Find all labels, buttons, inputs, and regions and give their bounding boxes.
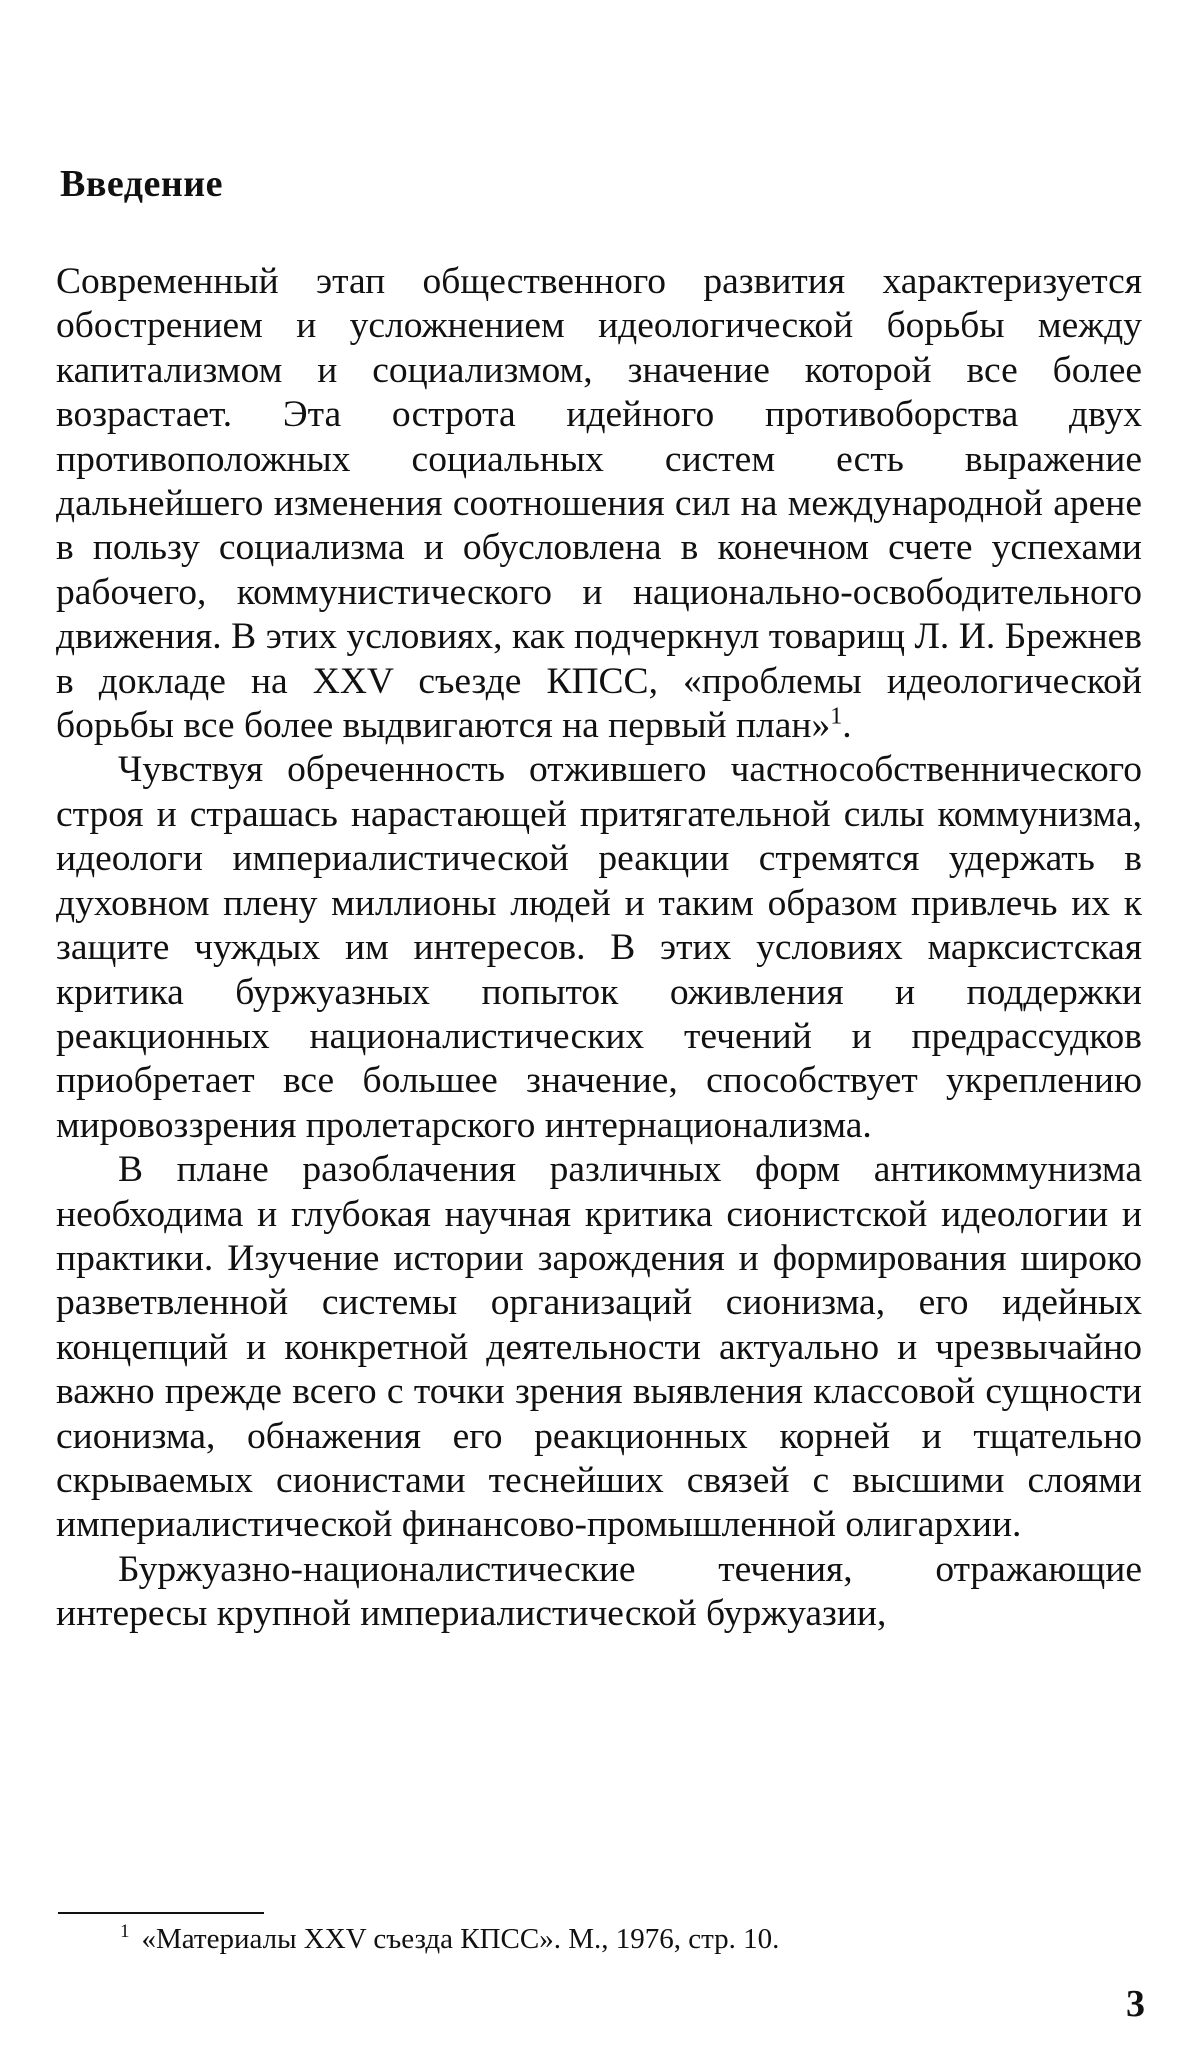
paragraph-3: В плане разоблачения различных форм антикоммунизма необходима и глубокая научная критика сионистской идеологии и практики. Изучение истории зарождения и формирования широко разветвленной системы организаций сионизма, его идейных концепций и конкретной деятельности актуально и чрезвычайно важно прежде всего с точки зрения выявления классовой сущности сионизма, обнажения его реакционных корней и тщательно скрываемых сионистами теснейших связей с высшими слоями империалистической финансово-промышленной олигархии. [56, 1149, 1142, 1546]
footnote-divider [58, 1912, 264, 1914]
body-text [56, 260, 1142, 1637]
footnote [120, 1923, 1120, 1956]
paragraph-1-end: . [842, 705, 852, 747]
paragraph-4: Буржуазно-националистические течения, отражающие интересы крупной империалистической буржуазии, [56, 1548, 1142, 1635]
paragraph-1 [56, 260, 1142, 748]
footnote-reference: 1 [830, 703, 843, 730]
paragraph-1-text: Современный этап общественного развития характеризуется обострением и усложнением идеологической борьбы между капитализмом и социализмом, значение которой все более возрастает. Эта острота идейного противоборства двух противоположных социальных систем есть выражение дальнейшего изменения соотношения сил на международной арене в пользу социализма и обусловлена в конечном счете успехами рабочего, коммунистического и национально-освободительного движения. В этих условиях, как подчеркнул товарищ Л. И. Брежнев в докладе на XXV съезде КПСС, «проблемы идеологической борьбы все более выдвигаются на первый план» [56, 261, 1142, 747]
chapter-heading: Введение [60, 163, 223, 205]
page-number: 3 [1126, 1983, 1145, 2025]
paragraph-2: Чувствуя обреченность отжившего частнособственнического строя и страшась нарастающей притягательной силы коммунизма, идеологи империалистической реакции стремятся удержать в духовном плену миллионы людей и таким образом привлечь их к защите чуждых им интересов. В этих условиях марксистская критика буржуазных попыток оживления и поддержки реакционных националистических течений и предрассудков приобретает все большее значение, способствует укреплению мировоззрения пролетарского интернационализма. [56, 749, 1142, 1146]
footnote-text: «Материалы XXV съезда КПСС». М., 1976, стр. 10. [141, 1923, 780, 1955]
footnote-mark: 1 [120, 1921, 130, 1943]
